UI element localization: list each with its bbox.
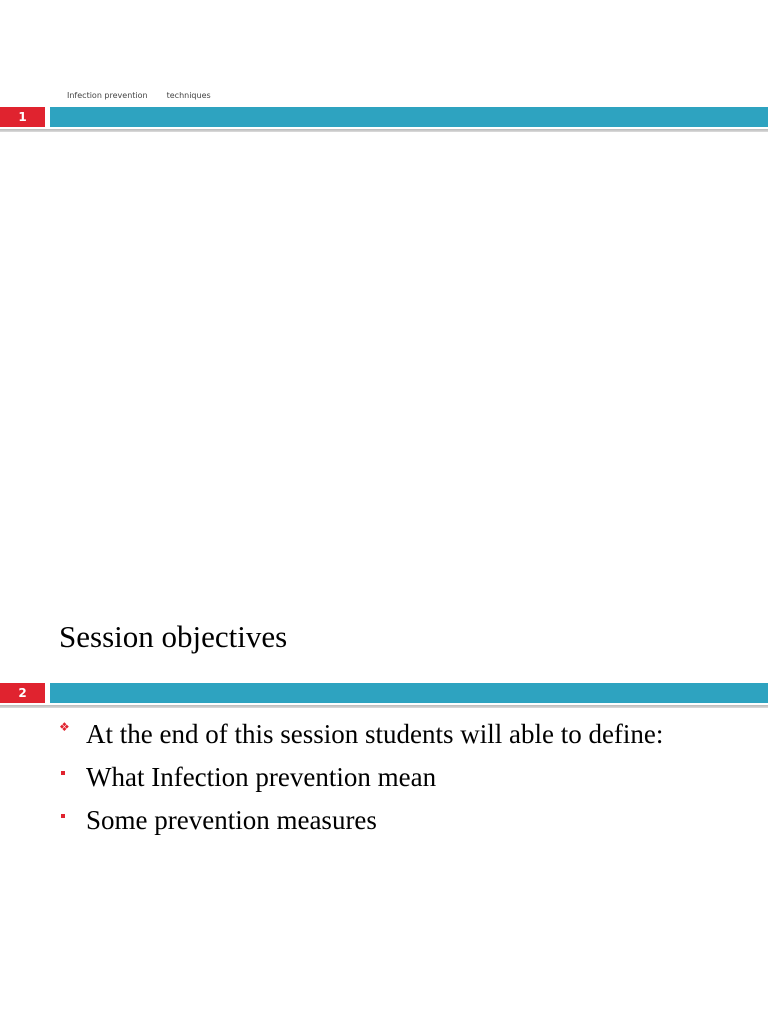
bullet-text: At the end of this session students will able to define: xyxy=(86,719,664,749)
slide-number-badge: 2 xyxy=(0,683,45,703)
header-title-right: techniques xyxy=(166,91,211,100)
slide-header-band xyxy=(50,107,768,127)
slide-header-rule xyxy=(0,705,768,708)
slide-2-header-bar xyxy=(0,683,768,709)
slide-header-rule xyxy=(0,129,768,132)
square-bullet-icon xyxy=(61,771,65,775)
bullet-text: What Infection prevention mean xyxy=(86,762,437,792)
bullet-text: Some prevention measures xyxy=(86,805,377,835)
slide-header-band xyxy=(50,683,768,703)
slide-number-badge: 1 xyxy=(0,107,45,127)
header-title-left: Infection prevention xyxy=(67,91,148,100)
page-header xyxy=(67,91,211,100)
diamond-bullet-icon: ❖ xyxy=(59,720,70,734)
slide-1-header-bar xyxy=(0,107,768,133)
square-bullet-icon xyxy=(61,814,65,818)
slide-title: Session objectives xyxy=(59,619,288,654)
